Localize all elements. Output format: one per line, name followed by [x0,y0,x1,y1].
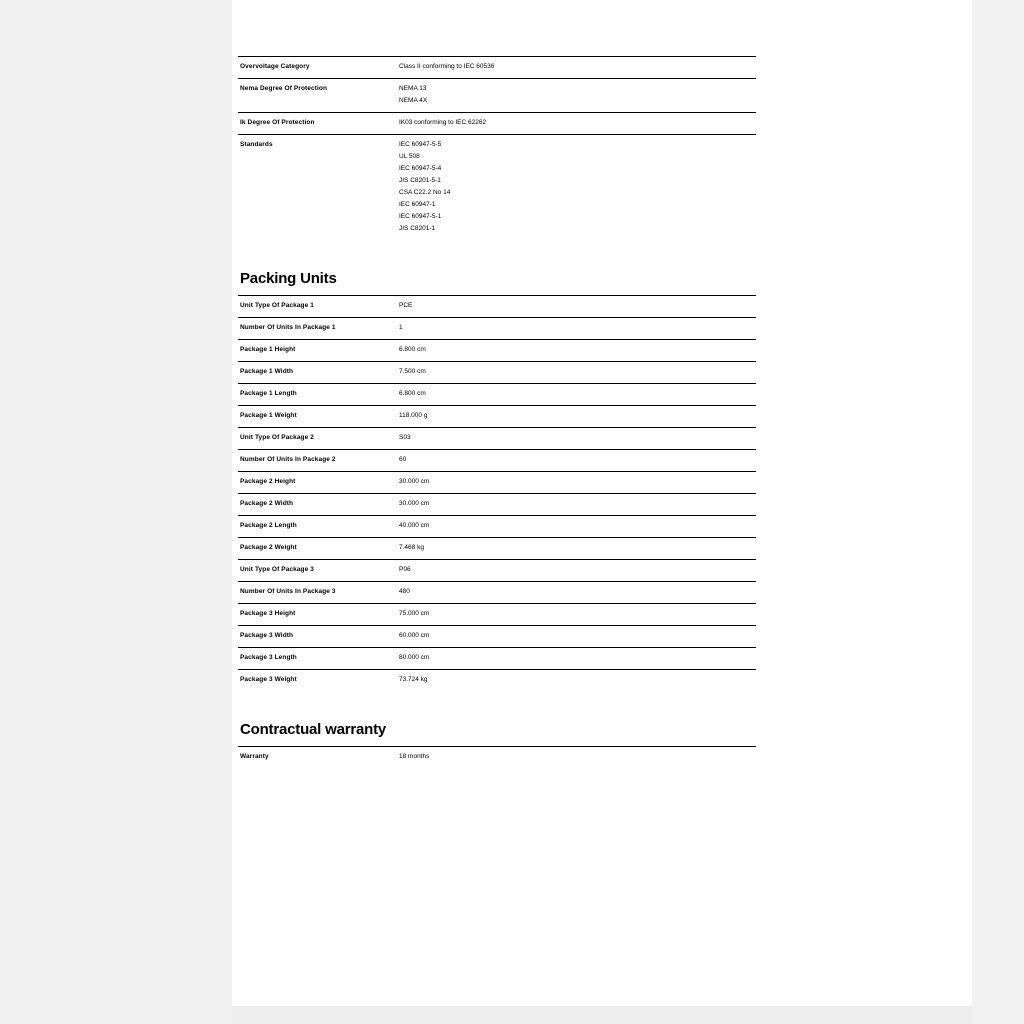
row-value [397,57,756,79]
row-value-line: 1 [399,324,403,332]
row-value-line: 60 [399,456,407,464]
section-title-contractual-warranty: Contractual warranty [240,721,387,739]
table-row [238,747,756,769]
table-row [238,560,756,582]
row-value [397,582,756,604]
row-value-line: UL 508 [399,153,420,161]
row-label: Package 1 Height [240,346,296,354]
table-row [238,113,756,135]
row-value [397,296,756,318]
row-value-line: 60.000 cm [399,632,430,640]
row-value-line: 6.800 cm [399,346,426,354]
row-value-line: 7.500 cm [399,368,426,376]
row-value [397,362,756,384]
characteristics-table-body [238,57,756,241]
row-label: Warranty [240,753,269,761]
page-left-margin [0,0,232,1024]
table-row [238,538,756,560]
row-value-line: 80.000 cm [399,654,430,662]
row-value [397,428,756,450]
row-label: Package 1 Width [240,368,294,376]
row-value-line: IEC 60947-1 [399,201,436,209]
row-value-line: 18 months [399,753,430,761]
page-right-margin [972,0,1024,1024]
table-row [238,318,756,340]
row-value [397,560,756,582]
row-value-line: 75.000 cm [399,610,430,618]
row-value-line: 30.000 cm [399,478,430,486]
row-label: Number Of Units In Package 2 [240,456,336,464]
table-row [238,582,756,604]
row-label: Package 3 Weight [240,676,297,684]
row-value [397,538,756,560]
table-row [238,670,756,692]
row-value-line: NEMA 13 [399,85,427,93]
row-value-line: 73.724 kg [399,676,428,684]
warranty-table [238,746,756,768]
row-value [397,406,756,428]
table-row [238,604,756,626]
row-label: Number Of Units In Package 1 [240,324,336,332]
row-label: Package 1 Length [240,390,297,398]
row-value [397,494,756,516]
row-label: Package 2 Weight [240,544,297,552]
row-label: Package 2 Height [240,478,296,486]
row-label: Nema Degree Of Protection [240,85,328,93]
packing-units-table [238,295,756,691]
row-value-line: NEMA 4X [399,97,428,105]
table-row [238,384,756,406]
row-value [397,340,756,362]
row-value [397,626,756,648]
characteristics-table [238,56,756,240]
row-value [397,747,756,769]
table-row [238,406,756,428]
row-value-line: JIS C8201-5-1 [399,177,441,185]
table-row [238,472,756,494]
row-value-line: IEC 60947-5-1 [399,213,442,221]
row-label: Package 2 Width [240,500,294,508]
table-row [238,362,756,384]
row-value-line: IEC 60947-5-5 [399,141,442,149]
table-row [238,494,756,516]
row-label: Ik Degree Of Protection [240,119,315,127]
row-value [397,670,756,692]
row-value-line: 7.468 kg [399,544,424,552]
row-label: Package 3 Height [240,610,296,618]
table-row [238,626,756,648]
row-label: Overvoltage Category [240,63,310,70]
row-value-line: 118.000 g [399,412,428,420]
row-value-line: 480 [399,588,410,596]
table-row [238,516,756,538]
row-value [397,79,756,113]
row-value [397,113,756,135]
table-row [238,296,756,318]
packing-units-table-body [238,296,756,692]
row-value-line: 6.800 cm [399,390,426,398]
table-row [238,135,756,241]
row-value [397,135,756,241]
row-label: Package 2 Length [240,522,297,530]
page-bottom-margin [232,1006,972,1024]
table-row [238,79,756,113]
row-value [397,648,756,670]
row-value-line: IEC 60947-5-4 [399,165,442,173]
row-label: Package 1 Weight [240,412,297,420]
row-label: Unit Type Of Package 2 [240,434,314,442]
row-value [397,384,756,406]
row-value [397,450,756,472]
table-row [238,450,756,472]
row-label: Unit Type Of Package 1 [240,302,314,310]
document-content [238,56,750,768]
row-value-line: S03 [399,434,411,442]
row-value [397,318,756,340]
row-label: Package 3 Width [240,632,294,640]
table-row [238,428,756,450]
row-value-line: CSA C22.2 No 14 [399,189,451,197]
row-label: Unit Type Of Package 3 [240,566,314,574]
row-label: Standards [240,141,273,149]
table-row [238,340,756,362]
row-value-line: 40.000 cm [399,522,430,530]
row-value-line: Class II conforming to IEC 60536 [399,63,495,70]
row-value [397,604,756,626]
row-label: Number Of Units In Package 3 [240,588,336,596]
row-value-line: 30.000 cm [399,500,430,508]
section-title-packing-units: Packing Units [240,270,337,288]
table-row [238,648,756,670]
row-label: Package 3 Length [240,654,297,662]
row-value-line: IK03 conforming to IEC 62262 [399,119,487,127]
table-row [238,57,756,79]
row-value [397,472,756,494]
warranty-table-body [238,747,756,769]
row-value-line: JIS C8201-1 [399,225,436,233]
row-value-line: PCE [399,302,413,310]
row-value [397,516,756,538]
row-value-line: P06 [399,566,411,574]
